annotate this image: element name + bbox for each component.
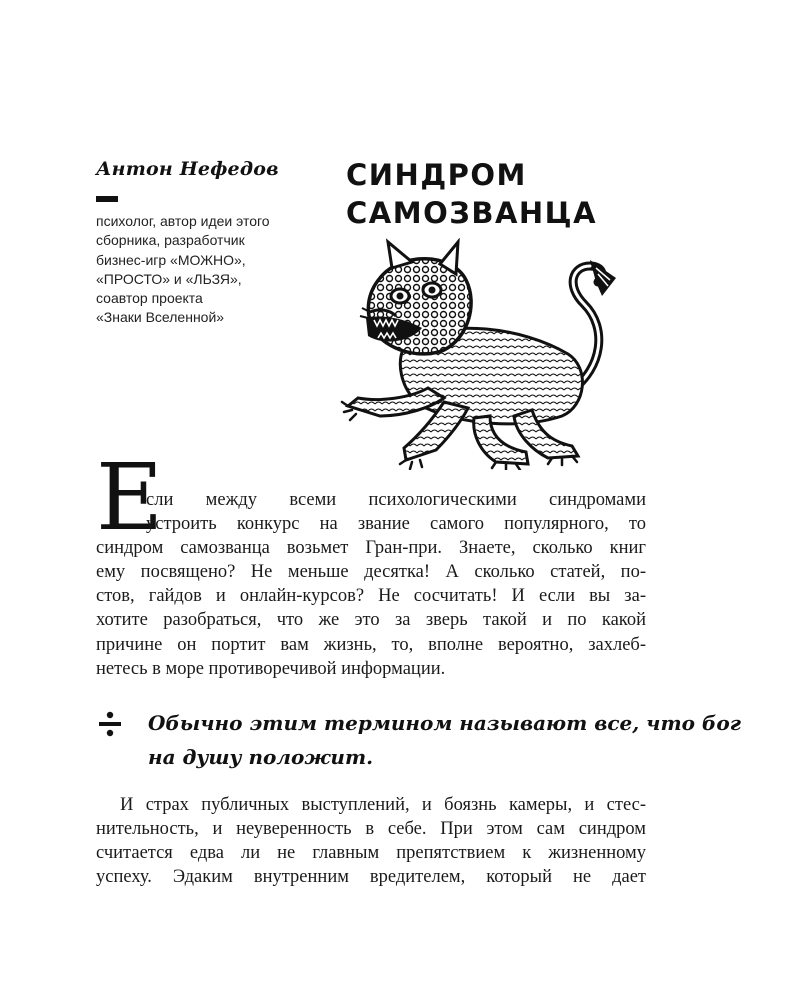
second-paragraph xyxy=(96,793,646,889)
author-bio-line: психолог, автор идеи этого xyxy=(96,213,270,229)
paragraph-line: причине он портит вам жизнь, то, вполне вероятно, захлеб- xyxy=(96,634,646,655)
paragraph-line: нительность, и неуверенность в себе. При этом сам синдром xyxy=(96,819,646,840)
division-sign-icon xyxy=(98,709,122,739)
pull-quote-line: на душу положит. xyxy=(148,745,374,769)
heraldic-lion-illustration xyxy=(340,238,630,470)
pull-quote xyxy=(148,706,741,774)
author-bio xyxy=(96,212,311,328)
paragraph-line: И страх публичных выступлений, и боязнь камеры, и стес- xyxy=(120,795,646,815)
chapter-title-line: СИНДРОМ xyxy=(346,158,527,192)
paragraph-line: считается едва ли не главным препятствием к жизненному xyxy=(96,843,646,864)
paragraph-line: нетесь в море противоречивой информации. xyxy=(96,658,446,679)
paragraph-line: хотите разобраться, что же это за зверь такой и по какой xyxy=(96,610,646,631)
author-bio-line: бизнес-игр «МОЖНО», xyxy=(96,251,246,268)
chapter-title xyxy=(346,156,597,232)
author-bio-line: «Знаки Вселенной» xyxy=(96,309,225,326)
paragraph-line: сли между всеми психологическими синдромами xyxy=(146,490,646,510)
author-dash-divider xyxy=(96,196,118,202)
paragraph-line: стов, гайдов и онлайн-курсов? Не сосчитать! И если вы за- xyxy=(96,586,646,607)
drop-cap-letter: Е xyxy=(96,444,164,551)
pull-quote-line: Обычно этим термином называют все, что бог xyxy=(148,711,741,735)
author-bio-line: соавтор проекта xyxy=(96,290,203,307)
author-name: Антон Нефедов xyxy=(96,158,279,180)
author-bio-line: сборника, разработчик xyxy=(96,232,245,249)
paragraph-line: устроить конкурс на звание самого популярного, то xyxy=(146,514,646,535)
intro-paragraph xyxy=(96,488,646,681)
paragraph-line: синдром самозванца возьмет Гран-при. Знаете, сколько книг xyxy=(96,538,646,559)
paragraph-line: успеху. Эдаким внутренним вредителем, который не дает xyxy=(96,867,646,888)
author-bio-line: «ПРОСТО» и «ЛЬЗЯ», xyxy=(96,270,242,287)
chapter-title-line: САМОЗВАНЦА xyxy=(346,196,598,230)
paragraph-line: ему посвящено? Не меньше десятка! А сколько статей, по- xyxy=(96,562,646,583)
